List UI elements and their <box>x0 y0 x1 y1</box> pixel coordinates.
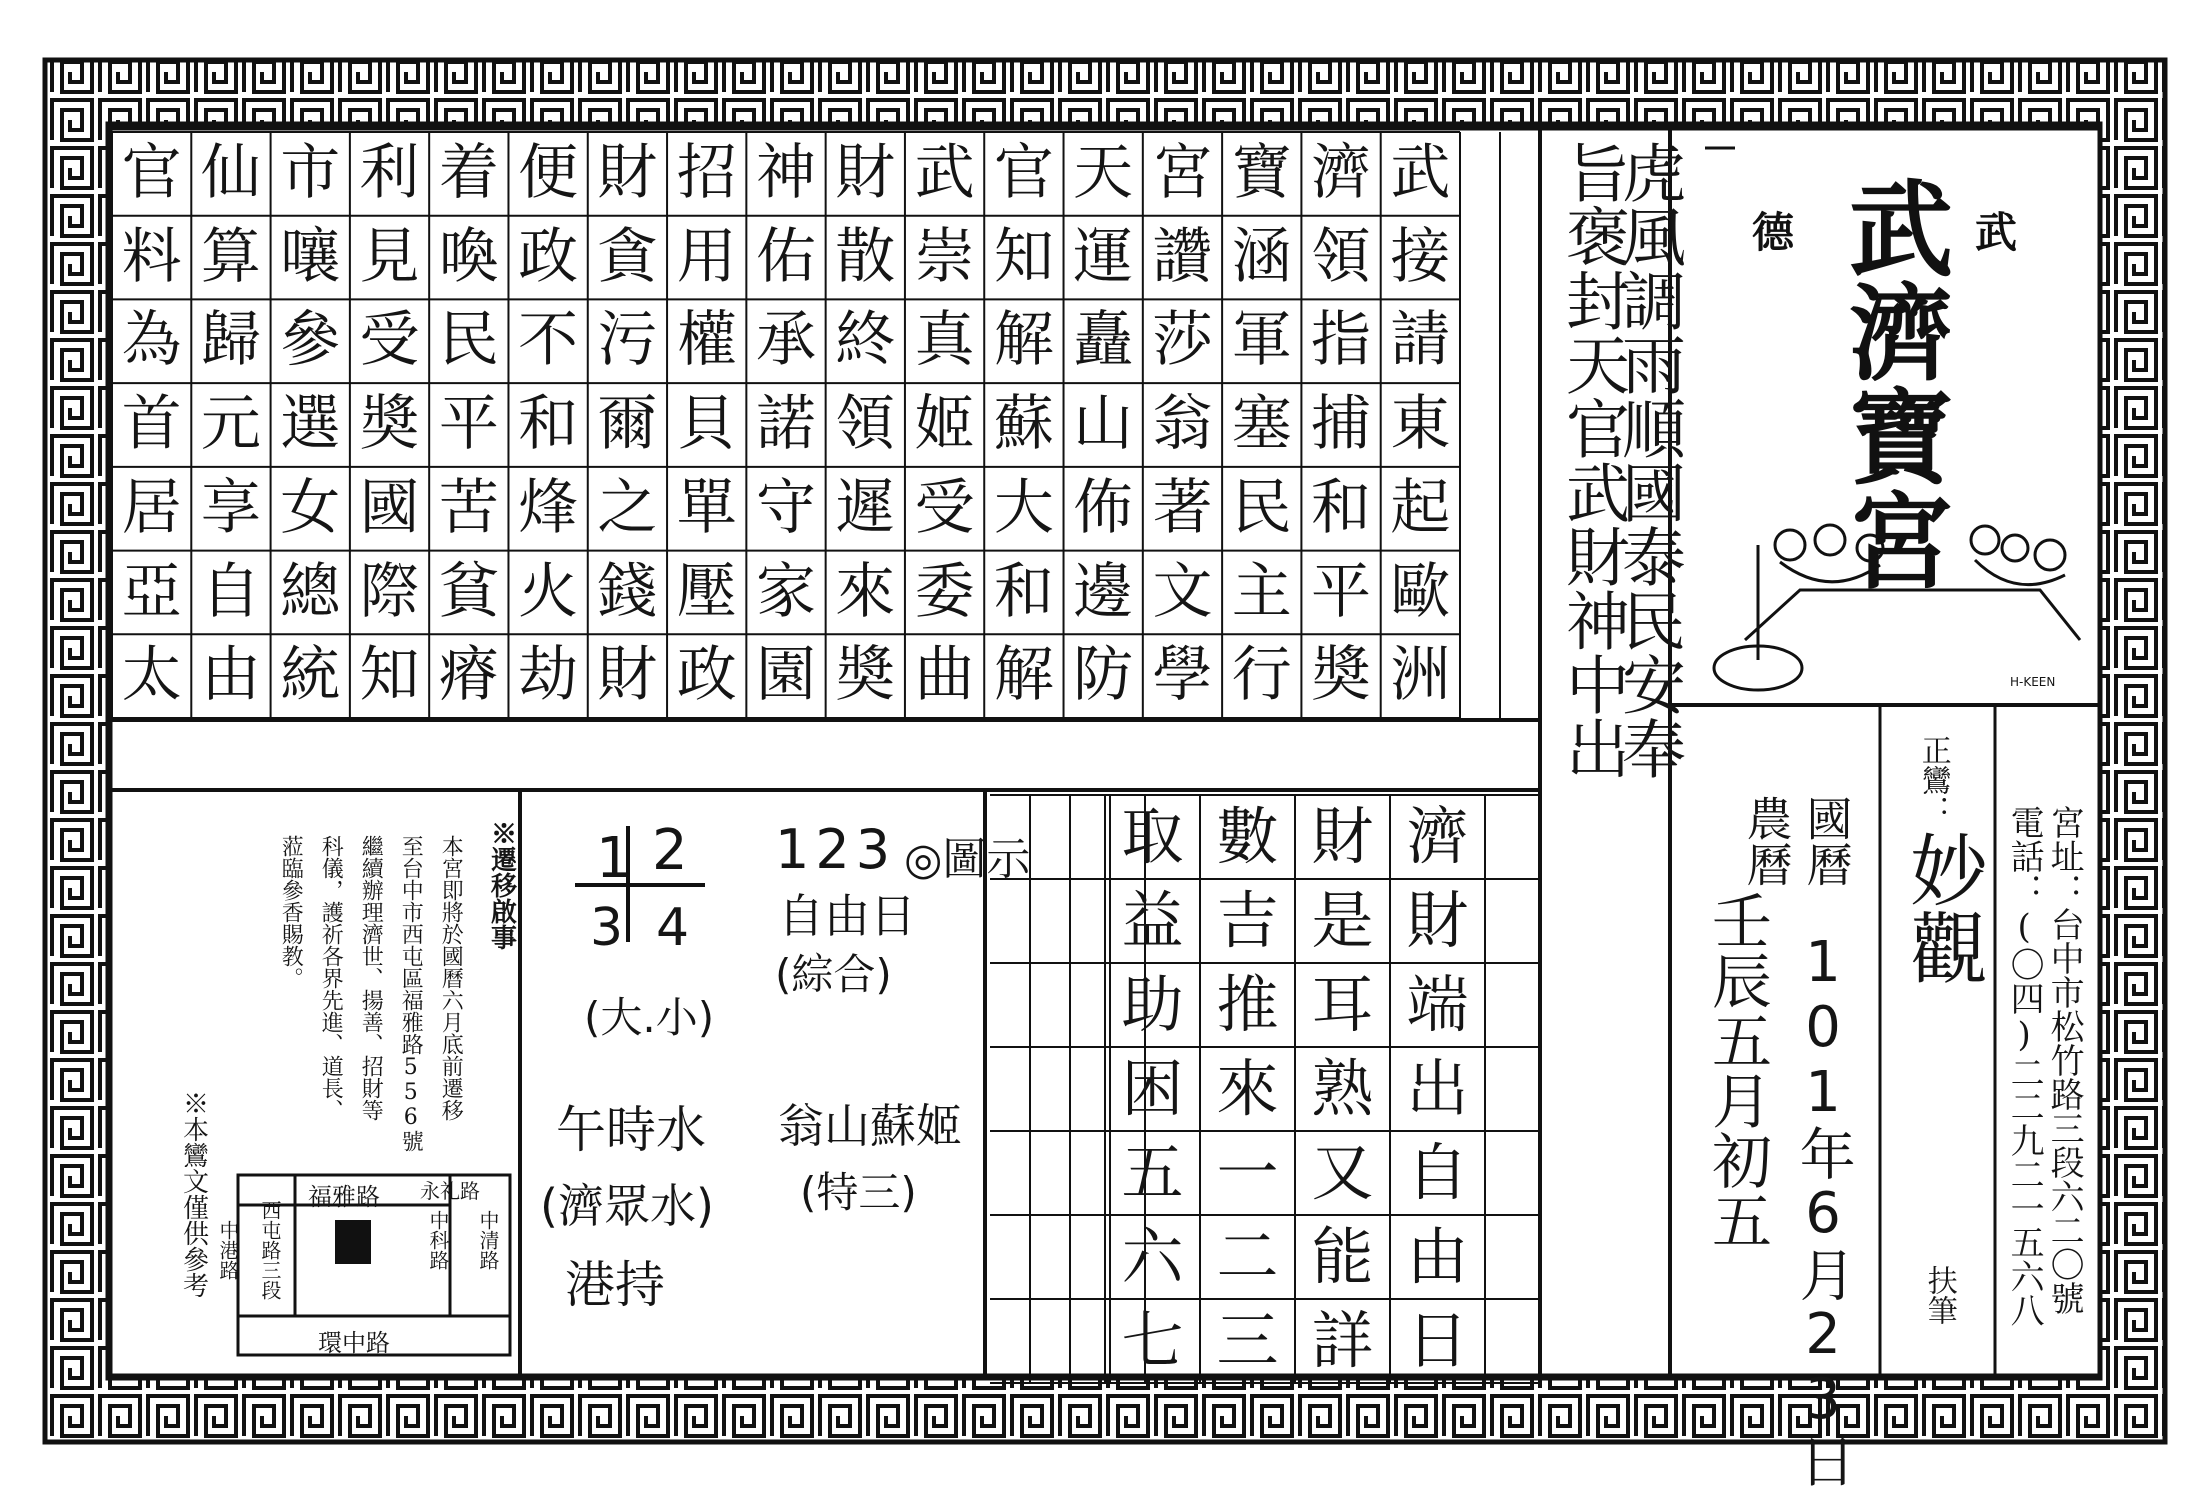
grid-char: 東 <box>1390 389 1451 460</box>
map-road-zhongke: 中科路 <box>426 1210 450 1270</box>
grid-char: 選 <box>280 389 341 460</box>
hint-name: 翁山蘇姬 <box>778 1099 962 1153</box>
grid-char: 民 <box>1231 472 1292 543</box>
jichai-char: 濟 <box>1406 800 1469 873</box>
grid-char: 見 <box>359 221 420 292</box>
grid-char: 用 <box>676 221 737 292</box>
grid-char: 和 <box>1311 472 1372 543</box>
grid-char: 主 <box>1231 556 1292 627</box>
grid-char: 際 <box>359 556 420 627</box>
grid-char: 火 <box>518 556 579 627</box>
jichai-char: 能 <box>1311 1220 1374 1293</box>
grid-char: 瘠 <box>438 640 499 711</box>
map-road-zhonggang: 中港路 <box>216 1220 240 1280</box>
grid-char: 來 <box>835 556 896 627</box>
jichai-char: 七 <box>1121 1304 1184 1377</box>
grid-char: 總 <box>280 556 341 627</box>
map-road-xitun: 西屯路三段 <box>258 1200 282 1300</box>
grid-char: 終 <box>835 305 896 376</box>
grid-char: 領 <box>1311 221 1372 292</box>
jichai-char: 二 <box>1216 1220 1279 1293</box>
grid-char: 矗 <box>1073 305 1134 376</box>
drawing-numbers: 123 <box>775 818 897 881</box>
hint-noon-water: 午時水 <box>556 1101 706 1159</box>
grid-char: 園 <box>755 640 816 711</box>
notice-line: 至台中市西屯區福雅路556號 <box>398 835 424 1152</box>
grid-char: 解 <box>993 305 1054 376</box>
jichai-char: 六 <box>1121 1220 1184 1293</box>
jichai-char: 吉 <box>1216 884 1279 957</box>
fraction-bottom-right: 4 <box>656 898 690 958</box>
grid-char: 不 <box>518 305 579 376</box>
jichai-char: 財 <box>1311 800 1374 873</box>
grid-char: 崇 <box>914 221 975 292</box>
jichai-char: 熟 <box>1311 1052 1374 1125</box>
grid-char: 家 <box>755 556 816 627</box>
grid-char: 和 <box>518 389 579 460</box>
grid-char: 統 <box>280 640 341 711</box>
notice-line: 繼續辦理濟世、揚善、招財等 <box>358 835 384 1121</box>
grid-char: 神 <box>755 138 816 208</box>
grid-char: 和 <box>993 556 1054 627</box>
decree-column-2: 旨褒封天官武財神中出 <box>1555 140 1630 780</box>
grid-char: 元 <box>200 389 261 460</box>
grid-char: 運 <box>1073 221 1134 292</box>
gregorian-label: 國曆 <box>1799 795 1854 887</box>
grid-char: 著 <box>1152 472 1213 543</box>
grid-char: 自 <box>200 556 261 627</box>
scribe-role-2: 扶筆 <box>1921 1265 1957 1325</box>
grid-char: 居 <box>121 472 182 543</box>
jichai-char: 由 <box>1406 1220 1469 1293</box>
grid-char: 招 <box>676 138 737 208</box>
grid-char: 知 <box>993 221 1054 292</box>
grid-char: 壓 <box>676 556 737 627</box>
grid-char: 接 <box>1390 221 1451 292</box>
grid-char: 政 <box>676 640 737 711</box>
grid-char: 奬 <box>835 640 896 711</box>
grid-char: 利 <box>359 138 420 208</box>
hint-name-note: (特三) <box>800 1168 917 1217</box>
scribe-role: 正鸞： <box>1915 735 1951 825</box>
grid-char: 算 <box>200 221 261 292</box>
grid-char: 權 <box>676 305 737 376</box>
jichai-char: 一 <box>1216 1136 1279 1209</box>
grid-char: 國 <box>359 472 420 543</box>
fraction-top-left: 1 <box>596 826 632 891</box>
size-note: (大.小) <box>584 993 715 1042</box>
grid-char: 便 <box>518 138 579 208</box>
notice-footnote: ※本鸞文僅供參考 <box>178 1090 209 1298</box>
lunar-date-value: 壬辰五月初五 <box>1702 890 1772 1250</box>
grid-char: 指 <box>1311 305 1372 376</box>
grid-char: 翁 <box>1152 389 1213 460</box>
title-char-1: 武 <box>1831 175 1954 279</box>
grid-char: 武 <box>914 138 975 208</box>
grid-char: 寶 <box>1231 138 1292 208</box>
grid-char: 爾 <box>597 389 658 460</box>
hint-noon-water-note: (濟眾水) <box>540 1179 714 1233</box>
illustration-credit: H-KEEN <box>2010 675 2056 689</box>
grid-char: 學 <box>1152 640 1213 711</box>
title-char-4: 宮 <box>1831 487 1954 591</box>
grid-char: 宮 <box>1152 138 1213 208</box>
temple-logo-title <box>1831 175 1954 591</box>
grid-char: 受 <box>359 305 420 376</box>
notice-line: 本宮即將於國曆六月底前遷移 <box>438 835 464 1121</box>
grid-char: 料 <box>121 221 182 292</box>
grid-char: 錢 <box>597 556 658 627</box>
grid-char: 洲 <box>1390 640 1451 711</box>
notice-title: ※遷移啟事 <box>486 820 517 950</box>
grid-char: 財 <box>597 640 658 711</box>
grid-char: 解 <box>993 640 1054 711</box>
grid-char: 民 <box>438 305 499 376</box>
grid-char: 市 <box>280 138 341 208</box>
grid-char: 嚷 <box>280 221 341 292</box>
grid-char: 單 <box>676 472 737 543</box>
grid-char: 劫 <box>518 640 579 711</box>
jichai-char: 又 <box>1311 1136 1374 1209</box>
grid-char: 領 <box>835 389 896 460</box>
notice-line: 科儀，護祈各界先進、道長、 <box>318 835 344 1121</box>
map-road-huanzhong: 環中路 <box>318 1329 390 1357</box>
jichai-char: 詳 <box>1311 1304 1374 1377</box>
drawing-combined: (綜合) <box>775 950 892 999</box>
grid-char: 佈 <box>1073 472 1134 543</box>
lunar-label: 農曆 <box>1739 795 1794 887</box>
grid-char: 濟 <box>1311 138 1372 208</box>
grid-char: 官 <box>993 138 1054 208</box>
grid-char: 之 <box>597 472 658 543</box>
grid-char: 真 <box>914 305 975 376</box>
grid-char: 大 <box>993 472 1054 543</box>
grid-char: 遲 <box>835 472 896 543</box>
drawing-title: ◎圖示 <box>904 834 1031 885</box>
grid-char: 諾 <box>755 389 816 460</box>
grid-char: 行 <box>1231 640 1292 711</box>
grid-char: 財 <box>597 138 658 208</box>
grid-char: 佑 <box>755 221 816 292</box>
grid-char: 為 <box>121 305 182 376</box>
jichai-char: 數 <box>1216 800 1279 873</box>
jichai-char: 來 <box>1216 1052 1279 1125</box>
grid-char: 蘇 <box>993 389 1054 460</box>
jichai-char: 取 <box>1121 800 1184 873</box>
map-road-yongli: 永礼路 <box>420 1179 480 1203</box>
grid-char: 邊 <box>1073 556 1134 627</box>
grid-char: 散 <box>835 221 896 292</box>
grid-char: 財 <box>835 138 896 208</box>
grid-char: 防 <box>1073 640 1134 711</box>
jichai-char: 端 <box>1406 968 1469 1041</box>
grid-char: 奬 <box>359 389 420 460</box>
drawing-free-day: 自由日 <box>778 889 916 943</box>
grid-char: 太 <box>121 640 182 711</box>
scribe-name: 妙觀 <box>1896 830 1987 986</box>
grid-char: 政 <box>518 221 579 292</box>
grid-char: 武 <box>1390 138 1451 208</box>
grid-char: 知 <box>359 640 420 711</box>
jichai-char: 助 <box>1121 968 1184 1041</box>
jichai-char: 益 <box>1121 884 1184 957</box>
grid-char: 官 <box>121 138 182 208</box>
gregorian-date-value: 101年6月23日 <box>1790 930 1856 1488</box>
grid-char: 仙 <box>200 138 261 208</box>
notice-line: 蒞臨參香賜教。 <box>278 835 304 989</box>
jichai-char: 推 <box>1216 968 1279 1041</box>
hint-noon-water-extra: 港持 <box>565 1256 665 1314</box>
fraction-top-right: 2 <box>652 818 688 883</box>
grid-char: 莎 <box>1152 305 1213 376</box>
grid-char: 軍 <box>1231 305 1292 376</box>
grid-char: 參 <box>280 305 341 376</box>
jichai-char: 是 <box>1311 884 1374 957</box>
grid-char: 首 <box>121 389 182 460</box>
grid-char: 捕 <box>1311 389 1372 460</box>
grid-char: 由 <box>200 640 261 711</box>
grid-char: 喚 <box>438 221 499 292</box>
jichai-char: 出 <box>1406 1052 1469 1125</box>
grid-char: 曲 <box>914 640 975 711</box>
jichai-char: 日 <box>1406 1304 1469 1377</box>
jichai-char: 五 <box>1121 1136 1184 1209</box>
grid-char: 亞 <box>121 556 182 627</box>
grid-char: 貪 <box>597 221 658 292</box>
jichai-char: 自 <box>1406 1136 1469 1209</box>
jichai-char: 困 <box>1121 1052 1184 1125</box>
title-char-2: 濟 <box>1831 279 1954 383</box>
grid-char: 歸 <box>200 305 261 376</box>
grid-char: 貧 <box>438 556 499 627</box>
grid-char: 着 <box>438 138 499 208</box>
decree-column-1: 虎風調雨順國泰民安奉 <box>1611 140 1686 780</box>
jichai-char: 三 <box>1216 1304 1279 1377</box>
grid-char: 歐 <box>1390 556 1451 627</box>
grid-char: 烽 <box>518 472 579 543</box>
grid-char: 天 <box>1073 138 1134 208</box>
grid-char: 請 <box>1390 305 1451 376</box>
grid-char: 污 <box>597 305 658 376</box>
grid-char: 平 <box>438 389 499 460</box>
title-char-3: 寶 <box>1831 383 1954 487</box>
grid-char: 山 <box>1073 389 1134 460</box>
grid-char: 女 <box>280 472 341 543</box>
grid-char: 文 <box>1152 556 1213 627</box>
grid-char: 讚 <box>1152 221 1213 292</box>
grid-char: 奬 <box>1311 640 1372 711</box>
grid-char: 姬 <box>914 389 975 460</box>
temple-phone: 電話：(〇四)二二九二一五六八 <box>2004 805 2045 1327</box>
fraction-bottom-left: 3 <box>590 898 624 958</box>
temple-address: 宮址：台中市松竹路三段六二〇號 <box>2044 805 2085 1315</box>
map-road-zhongqing: 中清路 <box>476 1210 500 1270</box>
map-road-fuya: 福雅路 <box>308 1183 380 1211</box>
grid-char: 平 <box>1311 556 1372 627</box>
grid-char: 受 <box>914 472 975 543</box>
grid-char: 貝 <box>676 389 737 460</box>
grid-char: 塞 <box>1231 389 1292 460</box>
grid-char: 享 <box>200 472 261 543</box>
grid-char: 承 <box>755 305 816 376</box>
grid-char: 守 <box>755 472 816 543</box>
header-small-left: 德 <box>1752 208 1795 257</box>
header-small-right: 武 <box>1975 208 2018 257</box>
jichai-char: 耳 <box>1311 968 1374 1041</box>
jichai-char: 財 <box>1406 884 1469 957</box>
grid-char: 苦 <box>438 472 499 543</box>
grid-char: 起 <box>1390 472 1451 543</box>
grid-char: 涵 <box>1231 221 1292 292</box>
grid-char: 委 <box>914 556 975 627</box>
